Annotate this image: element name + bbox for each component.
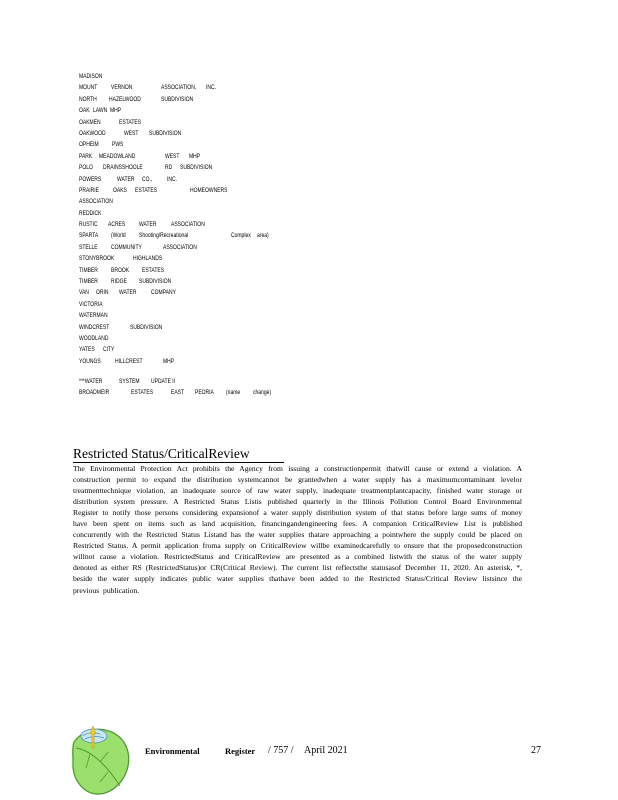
list-item: OAK LAWN MHP	[79, 107, 122, 115]
water-system-update	[79, 377, 379, 400]
list-item: PRAIRIE OAKS ESTATES HOMEOWNERS	[79, 186, 228, 195]
list-item: OAKMEN ESTATES	[79, 118, 142, 127]
list-item: NORTH HAZELWOOD SUBDIVISION	[79, 95, 194, 104]
list-item: POLO DRAINSSHOOLE RD SUBDIVISION	[79, 164, 213, 172]
section-title: Restricted Status/CriticalReview	[73, 446, 284, 463]
list-item: SPARTA (World Shooting/Recreational Complex area)	[79, 232, 269, 241]
update-heading: ***WATER SYSTEM UPDATE II	[79, 377, 176, 386]
list-item: ASSOCIATION	[79, 198, 113, 206]
environmental-register-logo	[70, 720, 132, 796]
list-item: WOODLAND	[79, 334, 109, 343]
list-item: TIMBER BROOK ESTATES	[79, 266, 165, 275]
list-item: STONYBROOK HIGHLANDS	[79, 255, 163, 263]
list-item: TIMBER RIDGE SUBDIVISION	[79, 277, 172, 286]
list-item: RUSTIC ACRES WATER ASSOCIATION	[79, 220, 205, 229]
list-item: OPHEIM PWS	[79, 141, 124, 150]
list-item: VICTORIA	[79, 300, 103, 309]
page-number: 27	[531, 745, 541, 756]
list-item: MOUNT VERNON ASSOCIATION, INC.	[79, 84, 216, 93]
footer-register: Register	[225, 746, 256, 756]
list-item: WINDCREST SUBDIVISION	[79, 323, 163, 332]
update-row: BROADMEIR ESTATES EAST PEORIA (name change)	[79, 389, 272, 398]
list-item: VAN ORIN WATER COMPANY	[79, 289, 176, 298]
list-item: WATERMAN	[79, 312, 108, 320]
list-item: OAKWOOD WEST SUBDIVISION	[79, 129, 182, 138]
list-item: STELLE COMMUNITY ASSOCIATION	[79, 243, 197, 252]
footer-date: April 2021	[304, 745, 348, 756]
footer-issue: / 757 /	[268, 745, 294, 756]
list-item: REDDICK	[79, 209, 102, 218]
footer-publication: Environmental	[145, 746, 200, 756]
section-paragraph: The Environmental Protection Act prohibits the Agency from issuing a constructionpermit thatwill cause or extend a violation. A construction permit to expand the distribution systemcannot be grantedwhen a water supply has a maximumcontaminant levelor treatmenttechnique violation, an inadequate source of raw water supply, inadequate treatmentplantcapacity, finished water storage or distribution system pressure. A Restricted Status Listis published quarterly in the Illinois Pollution Control Board Environmental Register to notify those persons considering expansionof a water supply distribution system of that status before large sums of money have been spent on items such as land acquisition, financingandengineering fees. A companion CriticalReview List is published concurrently with the Restricted Status Listand has the water supplies thatare approaching a pointwhere the supply could be placed on Restricted Status. A permit application froma supply on CriticalReview willbe examinedcarefully to ensure that the proposedconstruction willnot cause a violation. RestrictedStatus and CriticalReview are presented as a combined listwith the status of the water supply denoted as either RS (RestrictedStatus)or CR(Critical Review). The current list reflectsthe statusasof December 11, 2020. An asterisk, *, beside the water supply indicates public water supplies thathave been added to the Restricted Status/Critical Review listsince the previous publication.	[73, 464, 522, 595]
list-item: YOUNGS HILLCREST MHP	[79, 357, 175, 366]
list-item: PARK MEADOWLAND WEST MHP	[79, 152, 201, 161]
water-systems-list	[79, 72, 379, 368]
list-item: POWERS WATER CO., INC.	[79, 175, 177, 184]
list-item: YATES CITY	[79, 346, 115, 355]
list-item: MADISON	[79, 72, 103, 81]
